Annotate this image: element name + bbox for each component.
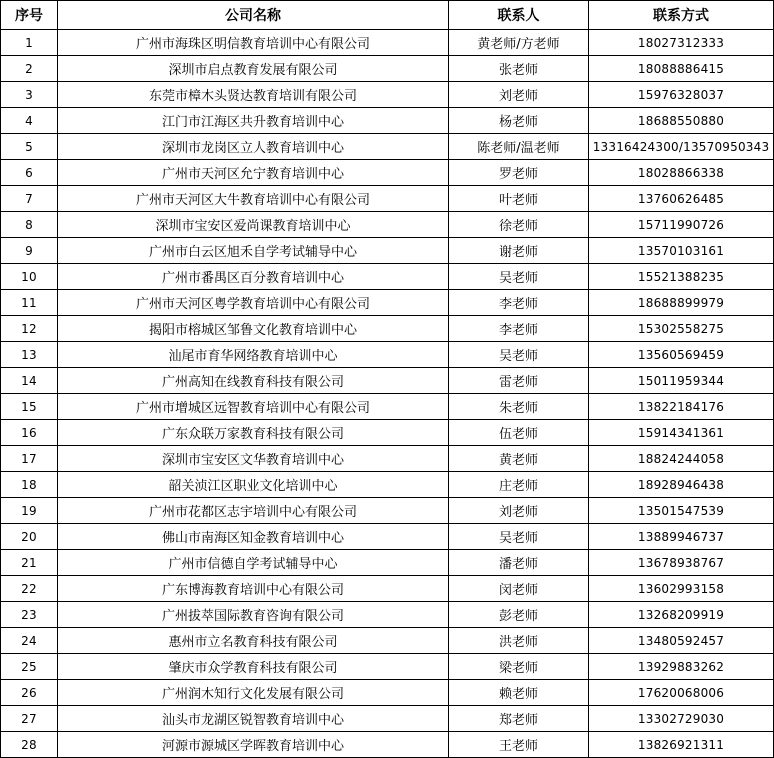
row-index-cell: 4 (1, 108, 58, 134)
row-index-cell: 3 (1, 82, 58, 108)
row-index-cell: 26 (1, 680, 58, 706)
phone-number-cell: 18688899979 (589, 290, 774, 316)
company-name-cell: 韶关浈江区职业文化培训中心 (58, 472, 449, 498)
row-index-cell: 22 (1, 576, 58, 602)
contact-person-cell: 吴老师 (449, 342, 589, 368)
table-header (1, 1, 774, 30)
phone-number-cell: 17620068006 (589, 680, 774, 706)
row-index-cell: 8 (1, 212, 58, 238)
row-index-cell: 7 (1, 186, 58, 212)
company-name-cell: 佛山市南海区知金教育培训中心 (58, 524, 449, 550)
contact-person-cell: 朱老师 (449, 394, 589, 420)
company-name-cell: 广州市天河区粤学教育培训中心有限公司 (58, 290, 449, 316)
company-name-cell: 肇庆市众学教育科技有限公司 (58, 654, 449, 680)
phone-number-cell: 13480592457 (589, 628, 774, 654)
table-row (1, 238, 774, 264)
contact-person-cell: 谢老师 (449, 238, 589, 264)
contact-person-cell: 彭老师 (449, 602, 589, 628)
contact-person-cell: 吴老师 (449, 524, 589, 550)
row-index-cell: 5 (1, 134, 58, 160)
phone-number-cell: 18928946438 (589, 472, 774, 498)
contact-person-cell: 李老师 (449, 290, 589, 316)
phone-number-cell: 13822184176 (589, 394, 774, 420)
company-name-cell: 广州市海珠区明信教育培训中心有限公司 (58, 30, 449, 56)
company-name-cell: 广东博海教育培训中心有限公司 (58, 576, 449, 602)
company-name-cell: 汕头市龙湖区锐智教育培训中心 (58, 706, 449, 732)
table-row (1, 550, 774, 576)
phone-number-cell: 13826921311 (589, 732, 774, 758)
contact-person-cell: 王老师 (449, 732, 589, 758)
row-index-cell: 13 (1, 342, 58, 368)
company-name-cell: 广州市信德自学考试辅导中心 (58, 550, 449, 576)
phone-number-cell: 13760626485 (589, 186, 774, 212)
phone-number-cell: 13602993158 (589, 576, 774, 602)
table-row (1, 602, 774, 628)
row-index-cell: 23 (1, 602, 58, 628)
table-row (1, 56, 774, 82)
company-name-cell: 广州市增城区远智教育培训中心有限公司 (58, 394, 449, 420)
phone-number-cell: 15011959344 (589, 368, 774, 394)
row-index-cell: 27 (1, 706, 58, 732)
row-index-cell: 25 (1, 654, 58, 680)
contact-person-cell: 吴老师 (449, 264, 589, 290)
table-row (1, 264, 774, 290)
company-name-cell: 深圳市宝安区文华教育培训中心 (58, 446, 449, 472)
phone-number-cell: 15976328037 (589, 82, 774, 108)
table-row (1, 420, 774, 446)
company-name-cell: 江门市江海区共升教育培训中心 (58, 108, 449, 134)
table-row (1, 368, 774, 394)
table-body (1, 30, 774, 758)
table-row (1, 680, 774, 706)
row-index-cell: 18 (1, 472, 58, 498)
phone-number-cell: 13929883262 (589, 654, 774, 680)
company-name-cell: 广州市番禺区百分教育培训中心 (58, 264, 449, 290)
company-name-cell: 揭阳市榕城区邹鲁文化教育培训中心 (58, 316, 449, 342)
contact-person-cell: 潘老师 (449, 550, 589, 576)
company-name-cell: 河源市源城区学晖教育培训中心 (58, 732, 449, 758)
company-name-cell: 广州拔萃国际教育咨询有限公司 (58, 602, 449, 628)
phone-number-cell: 13889946737 (589, 524, 774, 550)
phone-number-cell: 15914341361 (589, 420, 774, 446)
row-index-cell: 6 (1, 160, 58, 186)
phone-number-cell: 13501547539 (589, 498, 774, 524)
contact-person-cell: 罗老师 (449, 160, 589, 186)
phone-number-cell: 13316424300/13570950343 (589, 134, 774, 160)
contact-person-cell: 郑老师 (449, 706, 589, 732)
table-row (1, 134, 774, 160)
contact-person-cell: 刘老师 (449, 82, 589, 108)
phone-number-cell: 13570103161 (589, 238, 774, 264)
contact-person-cell: 陈老师/温老师 (449, 134, 589, 160)
row-index-cell: 28 (1, 732, 58, 758)
row-index-cell: 15 (1, 394, 58, 420)
row-index-cell: 16 (1, 420, 58, 446)
header-index: 序号 (1, 1, 58, 30)
row-index-cell: 11 (1, 290, 58, 316)
table-row (1, 186, 774, 212)
contact-person-cell: 黄老师 (449, 446, 589, 472)
phone-number-cell: 15711990726 (589, 212, 774, 238)
contact-person-cell: 李老师 (449, 316, 589, 342)
company-name-cell: 汕尾市育华网络教育培训中心 (58, 342, 449, 368)
table-row (1, 30, 774, 56)
header-contact-person: 联系人 (449, 1, 589, 30)
row-index-cell: 2 (1, 56, 58, 82)
row-index-cell: 19 (1, 498, 58, 524)
table-row (1, 732, 774, 758)
table-row (1, 82, 774, 108)
phone-number-cell: 18027312333 (589, 30, 774, 56)
phone-number-cell: 13560569459 (589, 342, 774, 368)
table-row (1, 628, 774, 654)
row-index-cell: 10 (1, 264, 58, 290)
company-name-cell: 惠州市立名教育科技有限公司 (58, 628, 449, 654)
table-row (1, 342, 774, 368)
company-name-cell: 广州市花都区志宇培训中心有限公司 (58, 498, 449, 524)
contact-person-cell: 叶老师 (449, 186, 589, 212)
contact-person-cell: 黄老师/方老师 (449, 30, 589, 56)
company-name-cell: 深圳市龙岗区立人教育培训中心 (58, 134, 449, 160)
table-row (1, 654, 774, 680)
row-index-cell: 9 (1, 238, 58, 264)
table-row (1, 498, 774, 524)
row-index-cell: 14 (1, 368, 58, 394)
row-index-cell: 21 (1, 550, 58, 576)
header-company-name: 公司名称 (58, 1, 449, 30)
contact-person-cell: 洪老师 (449, 628, 589, 654)
contact-person-cell: 伍老师 (449, 420, 589, 446)
contact-person-cell: 梁老师 (449, 654, 589, 680)
header-contact-info: 联系方式 (589, 1, 774, 30)
table-row (1, 576, 774, 602)
contact-person-cell: 徐老师 (449, 212, 589, 238)
row-index-cell: 12 (1, 316, 58, 342)
contact-person-cell: 杨老师 (449, 108, 589, 134)
table-row (1, 108, 774, 134)
contact-person-cell: 刘老师 (449, 498, 589, 524)
contact-person-cell: 闵老师 (449, 576, 589, 602)
row-index-cell: 1 (1, 30, 58, 56)
company-name-cell: 深圳市启点教育发展有限公司 (58, 56, 449, 82)
phone-number-cell: 18028866338 (589, 160, 774, 186)
company-name-cell: 东莞市樟木头贤达教育培训有限公司 (58, 82, 449, 108)
table-row (1, 446, 774, 472)
company-name-cell: 广州高知在线教育科技有限公司 (58, 368, 449, 394)
table-row (1, 524, 774, 550)
phone-number-cell: 18688550880 (589, 108, 774, 134)
company-name-cell: 广州市天河区大牛教育培训中心有限公司 (58, 186, 449, 212)
row-index-cell: 17 (1, 446, 58, 472)
table-row (1, 394, 774, 420)
company-name-cell: 广州市白云区旭禾自学考试辅导中心 (58, 238, 449, 264)
table-row (1, 160, 774, 186)
row-index-cell: 20 (1, 524, 58, 550)
contact-person-cell: 赖老师 (449, 680, 589, 706)
contact-person-cell: 雷老师 (449, 368, 589, 394)
phone-number-cell: 13302729030 (589, 706, 774, 732)
phone-number-cell: 15302558275 (589, 316, 774, 342)
company-name-cell: 广东众联万家教育科技有限公司 (58, 420, 449, 446)
table-row (1, 212, 774, 238)
company-name-cell: 广州润木知行文化发展有限公司 (58, 680, 449, 706)
phone-number-cell: 13678938767 (589, 550, 774, 576)
phone-number-cell: 15521388235 (589, 264, 774, 290)
phone-number-cell: 18088886415 (589, 56, 774, 82)
table-row (1, 290, 774, 316)
table-row (1, 472, 774, 498)
table-row (1, 316, 774, 342)
table-row (1, 706, 774, 732)
phone-number-cell: 13268209919 (589, 602, 774, 628)
header-row (1, 1, 774, 30)
phone-number-cell: 18824244058 (589, 446, 774, 472)
company-name-cell: 深圳市宝安区爱尚课教育培训中心 (58, 212, 449, 238)
company-name-cell: 广州市天河区允宁教育培训中心 (58, 160, 449, 186)
contact-person-cell: 庄老师 (449, 472, 589, 498)
contact-person-cell: 张老师 (449, 56, 589, 82)
row-index-cell: 24 (1, 628, 58, 654)
